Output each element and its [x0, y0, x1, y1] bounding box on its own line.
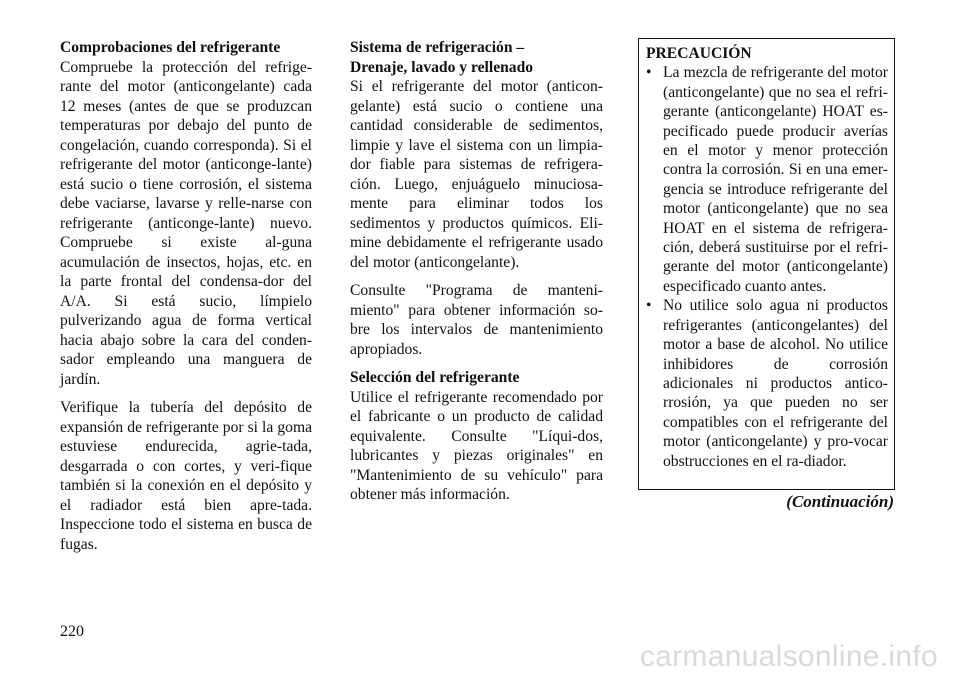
cooling-system-heading-line2: Drenaje, lavado y rellenado	[350, 58, 534, 76]
coolant-checks-heading: Comprobaciones del refrigerante	[60, 39, 281, 56]
caution-title: PRECAUCIÓN	[646, 45, 752, 62]
page-number: 220	[60, 623, 84, 640]
watermark: carmanualsonline.info	[639, 640, 938, 673]
cooling-system-heading-line1: Sistema de refrigeración –	[350, 39, 525, 56]
flush-paragraph: Si el refrigerante del motor (anticon-gelante) está sucio o contiene una cantidad considerable de sedimentos, limpie y lave el sistema con un limpia-dor fiable para sistemas de refrigera-ción. Luego, enjuáguelo minuciosa-mente para eliminar todos los sedimentos y productos químicos. Eli-mine debidamente el refrigerante usado del motor (anticongelante).	[350, 78, 603, 271]
caution-item	[646, 63, 888, 296]
hose-inspection-paragraph: Verifique la tubería del depósito de expansión de refrigerante por si la goma estuviese endurecida, agrie-tada, desgarrada o con cortes, y veri-fique también si la conexión en el depósito y el radiador está bien apre-tada. Inspeccione todo el sistema en busca de fugas.	[60, 399, 312, 553]
caution-box	[638, 38, 895, 490]
maintenance-schedule-paragraph: Consulte "Programa de manteni-miento" para obtener información so-bre los intervalos de mantenimiento apropiados.	[350, 282, 603, 358]
caution-item-text: No utilice solo agua ni productos refrigerantes (anticongelantes) del motor a base de alcohol. No utilice inhibidores de corrosión adicionales ni productos antico-rrosión, ya que pueden no ser compatibles con el refrigerante del motor (anticongelante) y pro-vocar obstrucciones en el ra-diador.	[663, 297, 888, 470]
left-column	[60, 38, 312, 563]
coolant-selection-heading: Selección del refrigerante	[350, 369, 520, 386]
bullet-icon: •	[646, 297, 652, 315]
middle-column	[350, 38, 603, 514]
continuation-label: (Continuación)	[786, 492, 894, 511]
coolant-checks-paragraph: Compruebe la protección del refrige-rante del motor (anticongelante) cada 12 meses (antes de que se produzcan temperaturas por debajo del punto de congelación, cuando corresponda). Si el refrigerante del motor (anticonge-lante) está sucio o tiene corrosión, el sistema debe vaciarse, lavarse y relle-narse con refrigerante (anticonge-lante) nuevo. Compruebe si existe al-guna acumulación de insectos, hojas, etc. en la parte frontal del condensa-dor del A/A. Si está sucio, límpielo pulverizando agua de forma vertical hacia abajo sobre la cara del conden-sador empleando una manguera de jardín.	[60, 58, 312, 388]
caution-item-text: La mezcla de refrigerante del motor (anticongelante) que no sea el refri-gerante (anticongelante) HOAT es-pecificado puede producir averías en el motor y menor protección contra la corrosión. Si en una emer-gencia se introduce refrigerante del motor (anticongelante) que no sea HOAT en el sistema de refrigera-ción, deberá sustituirse por el refri-gerante del motor (anticongelante) especificado cuanto antes.	[663, 64, 888, 295]
coolant-selection-paragraph: Utilice el refrigerante recomendado por el fabricante o un producto de calidad equivalente. Consulte "Líqui-dos, lubricantes y piezas originales" en "Mantenimiento de su vehículo" para obtener más información.	[350, 388, 603, 503]
bullet-icon: •	[646, 64, 652, 82]
caution-list	[646, 63, 888, 471]
caution-item	[646, 296, 888, 471]
